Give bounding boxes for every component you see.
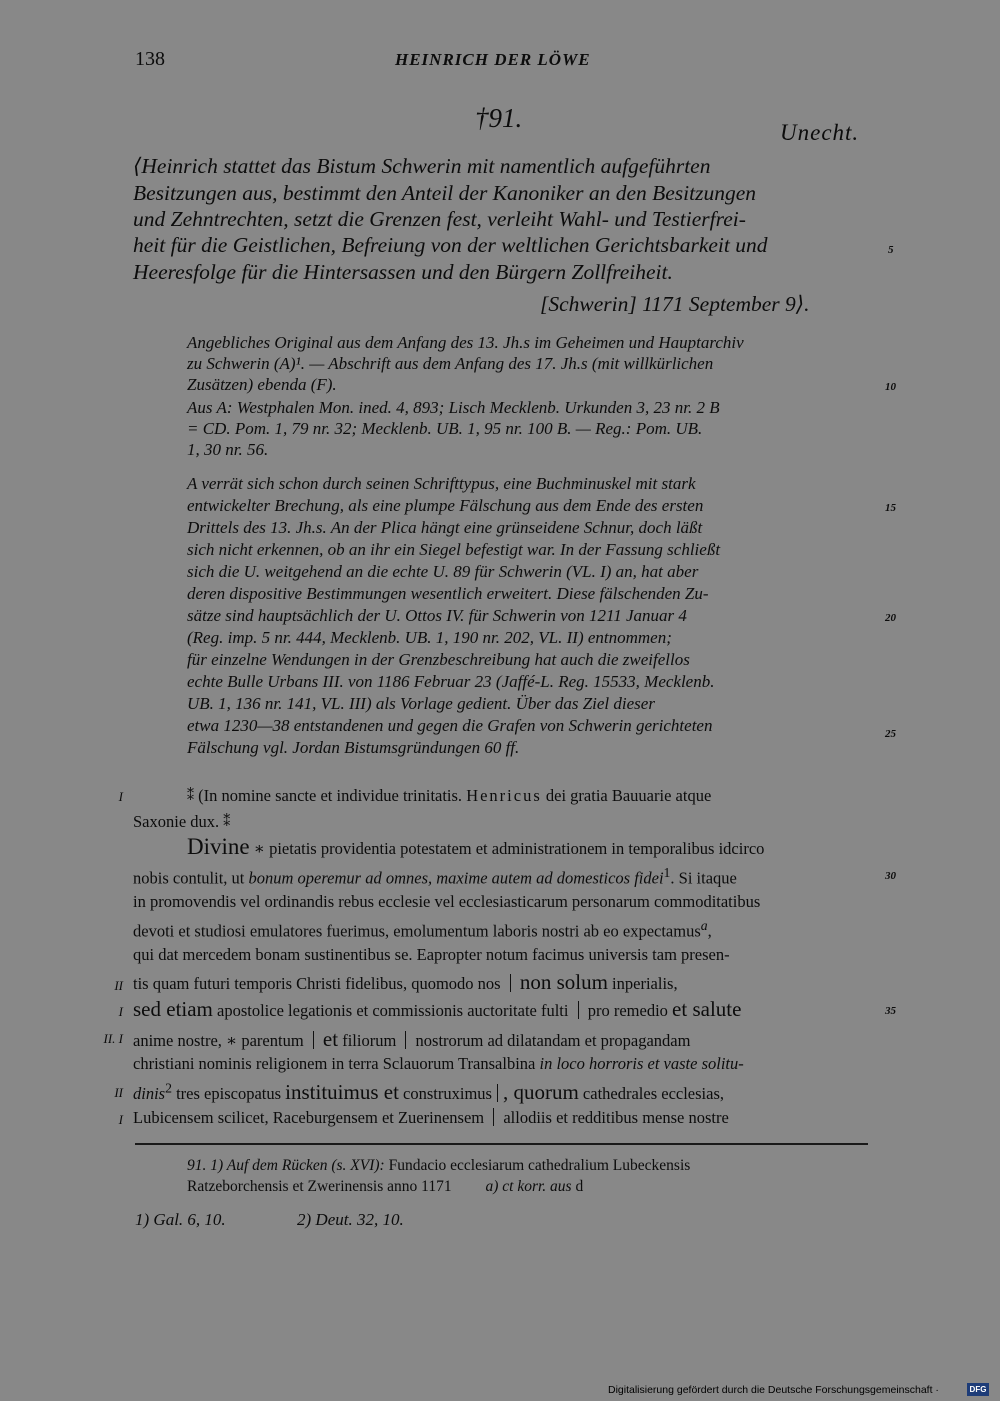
text-segment: et xyxy=(322,1027,339,1051)
authenticity-label: Unecht. xyxy=(780,120,860,145)
footnote-line xyxy=(187,1157,690,1175)
line-number: 30 xyxy=(885,870,896,882)
divider xyxy=(493,1108,494,1126)
text-segment: construximus xyxy=(403,1084,492,1103)
text-segment: inperialis, xyxy=(612,974,678,993)
source-footnote: 1) Gal. 6, 10. xyxy=(135,1210,226,1229)
note-line: etwa 1230—38 entstandenen und gegen die Grafen von Schwerin gerichteten xyxy=(187,716,713,735)
margin-mark: I xyxy=(118,1112,123,1127)
regest-line: Heeresfolge für die Hintersassen und den Bürgern Zollfreiheit. xyxy=(133,260,673,284)
text-line: devoti et studiosi emulatores fuerimus, emolumentum laboris nostri ab eo expectamus$^a$, xyxy=(133,918,712,941)
line-number: 15 xyxy=(885,502,896,514)
margin-mark: I xyxy=(118,1004,123,1019)
note-line: sich nicht erkennen, ob an ihr ein Siegel befestigt war. In der Fassung schließt xyxy=(187,540,721,559)
regest-line: heit für die Geistlichen, Befreiung von der weltlichen Gerichtsbarkeit und xyxy=(133,233,768,257)
text-line xyxy=(133,1027,690,1052)
running-head: HEINRICH DER LÖWE xyxy=(395,50,591,69)
text-line xyxy=(133,1108,729,1128)
footnote-text: Ratzeborchensis et Zwerinensis anno 1171 xyxy=(187,1178,452,1195)
text-segment: et salute xyxy=(672,997,742,1021)
text-segment: tres episcopatus xyxy=(176,1084,282,1103)
text-segment: tis quam futuri temporis Christi fidelibus, quomodo nos xyxy=(133,974,501,993)
footer-credit: Digitalisierung gefördert durch die Deutsche Forschungsgemeinschaft · xyxy=(608,1384,939,1396)
note-line: UB. 1, 136 nr. 141, VL. III) als Vorlage gedient. Über das Ziel dieser xyxy=(187,694,655,713)
chrismon-icon: ⁑ xyxy=(187,789,194,804)
text-line xyxy=(133,970,678,995)
source-footnote: 2) Deut. 32, 10. xyxy=(297,1210,404,1229)
asterisk-icon: ∗ xyxy=(226,1031,238,1050)
asterisk-icon: ∗ xyxy=(253,839,265,858)
text-segment: Saxonie dux. xyxy=(133,812,220,831)
note-line: Zusätzen) ebenda (F). xyxy=(187,375,337,394)
text-line xyxy=(133,997,741,1022)
text-line xyxy=(187,786,711,806)
note-line: entwickelter Brechung, als eine plumpe Fälschung aus dem Ende des ersten xyxy=(187,496,704,515)
divider xyxy=(510,974,511,992)
text-segment: instituimus et xyxy=(285,1080,399,1104)
note-line: echte Bulle Urbans III. von 1186 Februar 23 (Jaffé-L. Reg. 15533, Mecklenb. xyxy=(187,672,715,691)
note-line: Fälschung vgl. Jordan Bistumsgründungen 60 ff. xyxy=(187,738,520,757)
footnote-text: Fundacio ecclesiarum cathedralium Lubeckensis xyxy=(388,1157,691,1174)
variant-note: korr. aus xyxy=(517,1178,572,1195)
quotation: dinis xyxy=(133,1084,166,1103)
text-segment: (In nomine sancte et individue trinitatis. xyxy=(198,786,463,805)
text-segment: allodiis et redditibus mense nostre xyxy=(503,1108,729,1127)
note-line: sätze sind hauptsächlich der U. Ottos IV. für Schwerin von 1211 Januar 4 xyxy=(187,606,687,625)
text-line xyxy=(133,1054,744,1074)
text-segment: sed etiam xyxy=(133,997,213,1021)
footnote-ref: a xyxy=(700,918,708,933)
page-number: 138 xyxy=(135,48,165,70)
line-number: 20 xyxy=(885,612,896,624)
divider xyxy=(405,1031,406,1049)
text-line xyxy=(133,812,230,832)
margin-mark: II. I xyxy=(103,1031,123,1046)
text-line: qui dat mercedem bonam sustinentibus se. Eapropter notum facimus universis tam presen- xyxy=(133,945,730,964)
text-segment: parentum xyxy=(241,1031,304,1050)
text-segment: apostolice legationis et commissionis auctoritate fulti xyxy=(217,1001,569,1020)
text-line xyxy=(133,1080,724,1105)
regest-line: Besitzungen aus, bestimmt den Anteil der Kanoniker an den Besitzungen xyxy=(133,181,757,205)
footnote-ref: 1 xyxy=(663,865,671,880)
chrismon-icon: ⁑ xyxy=(223,815,231,830)
note-line: Angebliches Original aus dem Anfang des 13. Jh.s im Geheimen und Hauptarchiv xyxy=(187,333,744,352)
footnote-ref: 2 xyxy=(165,1080,172,1096)
note-line: für einzelne Wendungen in der Grenzbeschreibung hat auch die zweifellos xyxy=(187,650,690,669)
text-segment: nobis contulit, ut xyxy=(133,868,245,888)
text-line xyxy=(187,834,764,860)
document-number: †91. xyxy=(475,103,523,133)
quotation: bonum operemur ad omnes, maxime autem ad domesticos fidei xyxy=(248,868,664,888)
footnote-line xyxy=(187,1178,583,1196)
margin-mark: II xyxy=(114,978,123,993)
line-number: 10 xyxy=(885,381,896,393)
note-line: deren dispositive Bestimmungen wesentlich erweitert. Diese fälschenden Zu- xyxy=(187,584,709,603)
text-segment: christiani nominis religionem in terra Sclauorum Transalbina xyxy=(133,1054,536,1073)
text-segment: devoti et studiosi emulatores fuerimus, emolumentum laboris nostri ab eo expectamus xyxy=(133,921,701,941)
note-line: Drittels des 13. Jh.s. An der Plica hängt eine grünseidene Schnur, doch läßt xyxy=(187,518,703,537)
text-segment: , quorum xyxy=(502,1080,579,1104)
divider xyxy=(313,1031,314,1049)
regest-line: und Zehntrechten, setzt die Grenzen fest, verleiht Wahl- und Testierfrei- xyxy=(133,207,746,231)
text-segment: anime nostre, xyxy=(133,1031,222,1050)
text-segment: Si itaque xyxy=(678,868,737,888)
note-line: zu Schwerin (A)¹. — Abschrift aus dem Anfang des 17. Jh.s (mit willkürlichen xyxy=(187,354,714,373)
quotation: in loco horroris et vaste solitu- xyxy=(539,1054,744,1073)
initial-word: Divine xyxy=(187,834,250,859)
text-segment: pro remedio xyxy=(587,1001,668,1020)
note-line: = CD. Pom. 1, 79 nr. 32; Mecklenb. UB. 1, 95 nr. 100 B. — Reg.: Pom. UB. xyxy=(187,419,703,438)
text-segment: Lubicensem scilicet, Raceburgensem et Zuerinensem xyxy=(133,1108,485,1127)
note-line: 1, 30 nr. 56. xyxy=(187,440,269,459)
text-line: nobis contulit, ut bonum operemur ad omnes, maxime autem ad domesticos fidei$^1$. Si itaque xyxy=(133,865,737,888)
date-line: [Schwerin] 1171 September 9⟩. xyxy=(540,292,810,316)
text-segment: Henricus xyxy=(466,786,542,805)
text-segment: non solum xyxy=(519,970,608,994)
margin-mark: I xyxy=(118,789,123,804)
variant-text: d xyxy=(575,1178,584,1195)
note-line: A verrät sich schon durch seinen Schrifttypus, eine Buchminuskel mit stark xyxy=(187,474,696,493)
text-segment: dei gratia Bauuarie atque xyxy=(545,786,712,805)
divider xyxy=(497,1084,498,1102)
line-number: 35 xyxy=(885,1005,896,1017)
line-number: 5 xyxy=(888,244,894,256)
text-segment: nostrorum ad dilatandam et propagandam xyxy=(415,1031,691,1050)
text-line: in promovendis vel ordinandis rebus ecclesie vel ecclesiasticarum personarum commoditatibus xyxy=(133,892,761,911)
text-segment: pietatis providentia potestatem et administrationem in temporalibus idcirco xyxy=(269,839,765,858)
variant-label: a) ct xyxy=(485,1178,514,1195)
regest-line: ⟨Heinrich stattet das Bistum Schwerin mit namentlich aufgeführten xyxy=(133,154,711,178)
note-line: (Reg. imp. 5 nr. 444, Mecklenb. UB. 1, 190 nr. 202, VL. II) entnommen; xyxy=(187,628,672,647)
text-segment: filiorum xyxy=(342,1031,397,1050)
margin-mark: II xyxy=(114,1085,123,1100)
text-segment: cathedrales ecclesias, xyxy=(582,1084,725,1103)
dfg-logo-icon: DFG xyxy=(967,1383,989,1396)
footnote-label: 91. 1) Auf dem Rücken (s. XVI): xyxy=(187,1157,385,1174)
footnote-rule xyxy=(135,1143,868,1145)
divider xyxy=(578,1001,579,1019)
line-number: 25 xyxy=(885,728,896,740)
note-line: sich die U. weitgehend an die echte U. 89 für Schwerin (VL. I) an, hat aber xyxy=(187,562,699,581)
note-line: Aus A: Westphalen Mon. ined. 4, 893; Lisch Mecklenb. Urkunden 3, 23 nr. 2 B xyxy=(187,398,720,417)
